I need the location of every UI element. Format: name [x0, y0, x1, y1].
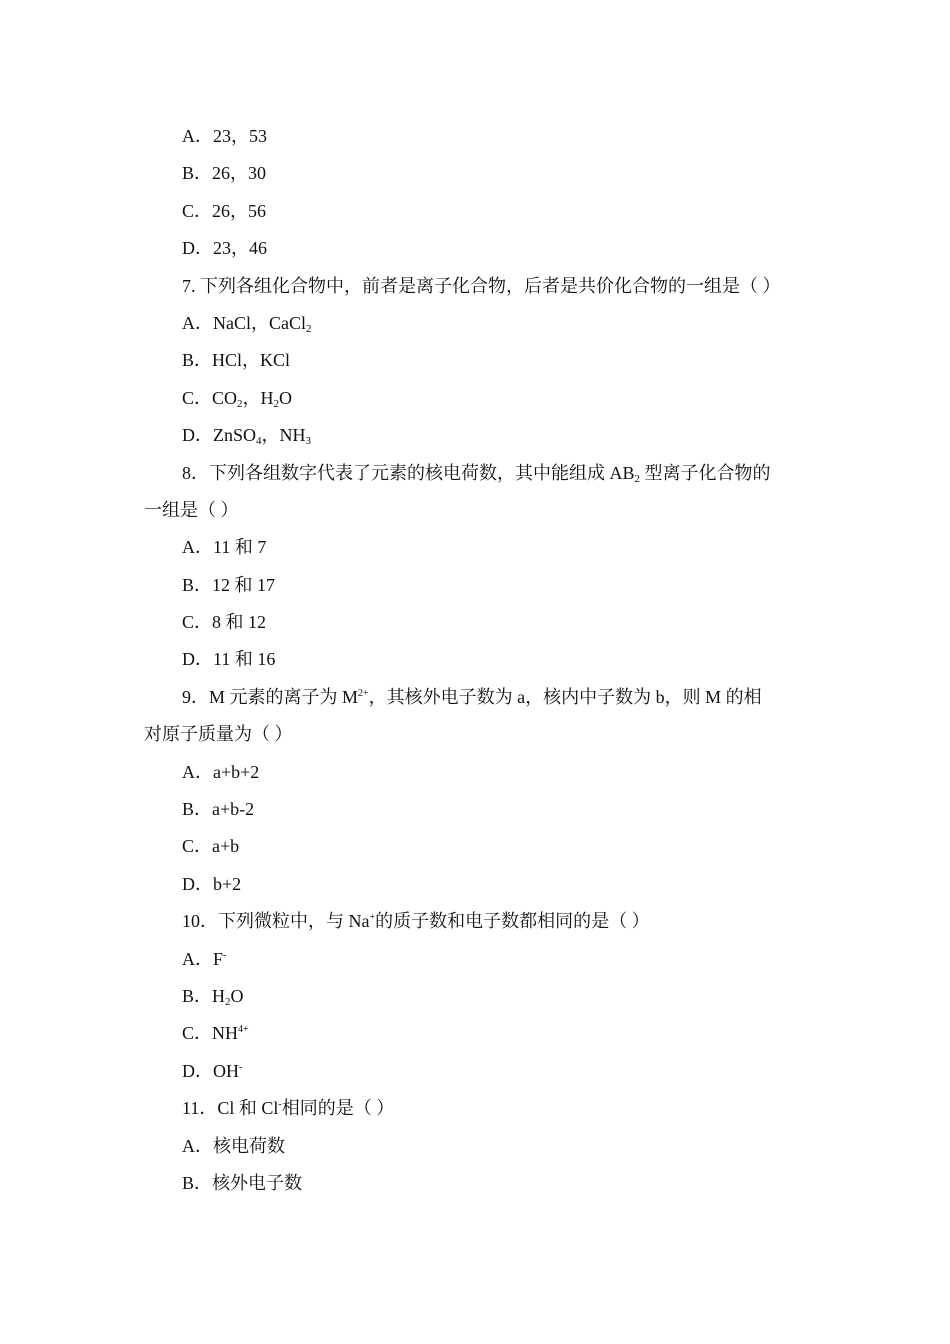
q11-option-b: B．核外电子数 — [182, 1172, 303, 1193]
q6-option-c: C．26，56 — [182, 200, 267, 221]
q6-option-a: A．23，53 — [182, 126, 267, 146]
q6-option-d: D．23，46 — [182, 238, 267, 259]
q7-option-a: A．NaCl，CaCl$_2$ — [182, 312, 312, 335]
q11-option-a: A．核电荷数 — [182, 1135, 285, 1156]
q8-stem: 8．下列各组数字代表了元素的核电荷数，其中能组成 $AB_2$ 型离子化合物的 — [182, 462, 771, 485]
q10-option-d: D．OH- — [182, 1060, 243, 1081]
q8-option-a: A．11 和 7 — [182, 537, 267, 558]
q10-option-b: B．$H_2O$ — [182, 985, 244, 1008]
q8-option-d: D．11 和 16 — [182, 649, 276, 670]
q9-option-d: D．b+2 — [182, 873, 242, 894]
q7-option-c: C．$CO_2$，$H_2O$ — [182, 387, 293, 410]
q9-stem-continuation: 对原子质量为（ ） — [144, 724, 293, 745]
q10-option-a: A．F- — [182, 948, 227, 969]
q8-stem-continuation: 一组是（ ） — [144, 499, 239, 520]
q9-option-b: B．a+b-2 — [182, 799, 255, 820]
q8-option-b: B．12 和 17 — [182, 574, 276, 595]
q10-stem: 10．下列微粒中，与 Na+的质子数和电子数都相同的是（ ） — [182, 911, 650, 932]
q8-option-c: C．8 和 12 — [182, 612, 267, 633]
q7-stem: 7. 下列各组化合物中，前者是离子化合物，后者是共价化合物的一组是（ ） — [182, 275, 781, 296]
q6-option-b: B．26，30 — [182, 163, 267, 184]
q11-stem: 11．Cl 和 Cl-相同的是（ ） — [182, 1098, 395, 1119]
q7-option-b: B．HCl，KCl — [182, 350, 291, 371]
q9-option-c: C．a+b — [182, 836, 240, 857]
document-page — [0, 118, 950, 1202]
q9-stem: 9．M 元素的离子为 $M^{2+}$，其核外电子数为 a，核内中子数为 b，则 M 的相 — [182, 686, 762, 707]
q7-option-d: D．ZnSO$_4$，$NH_3$ — [182, 425, 312, 448]
q9-option-a: A．a+b+2 — [182, 761, 260, 782]
q10-option-c: C．$NH^{4+}$ — [182, 1023, 249, 1044]
